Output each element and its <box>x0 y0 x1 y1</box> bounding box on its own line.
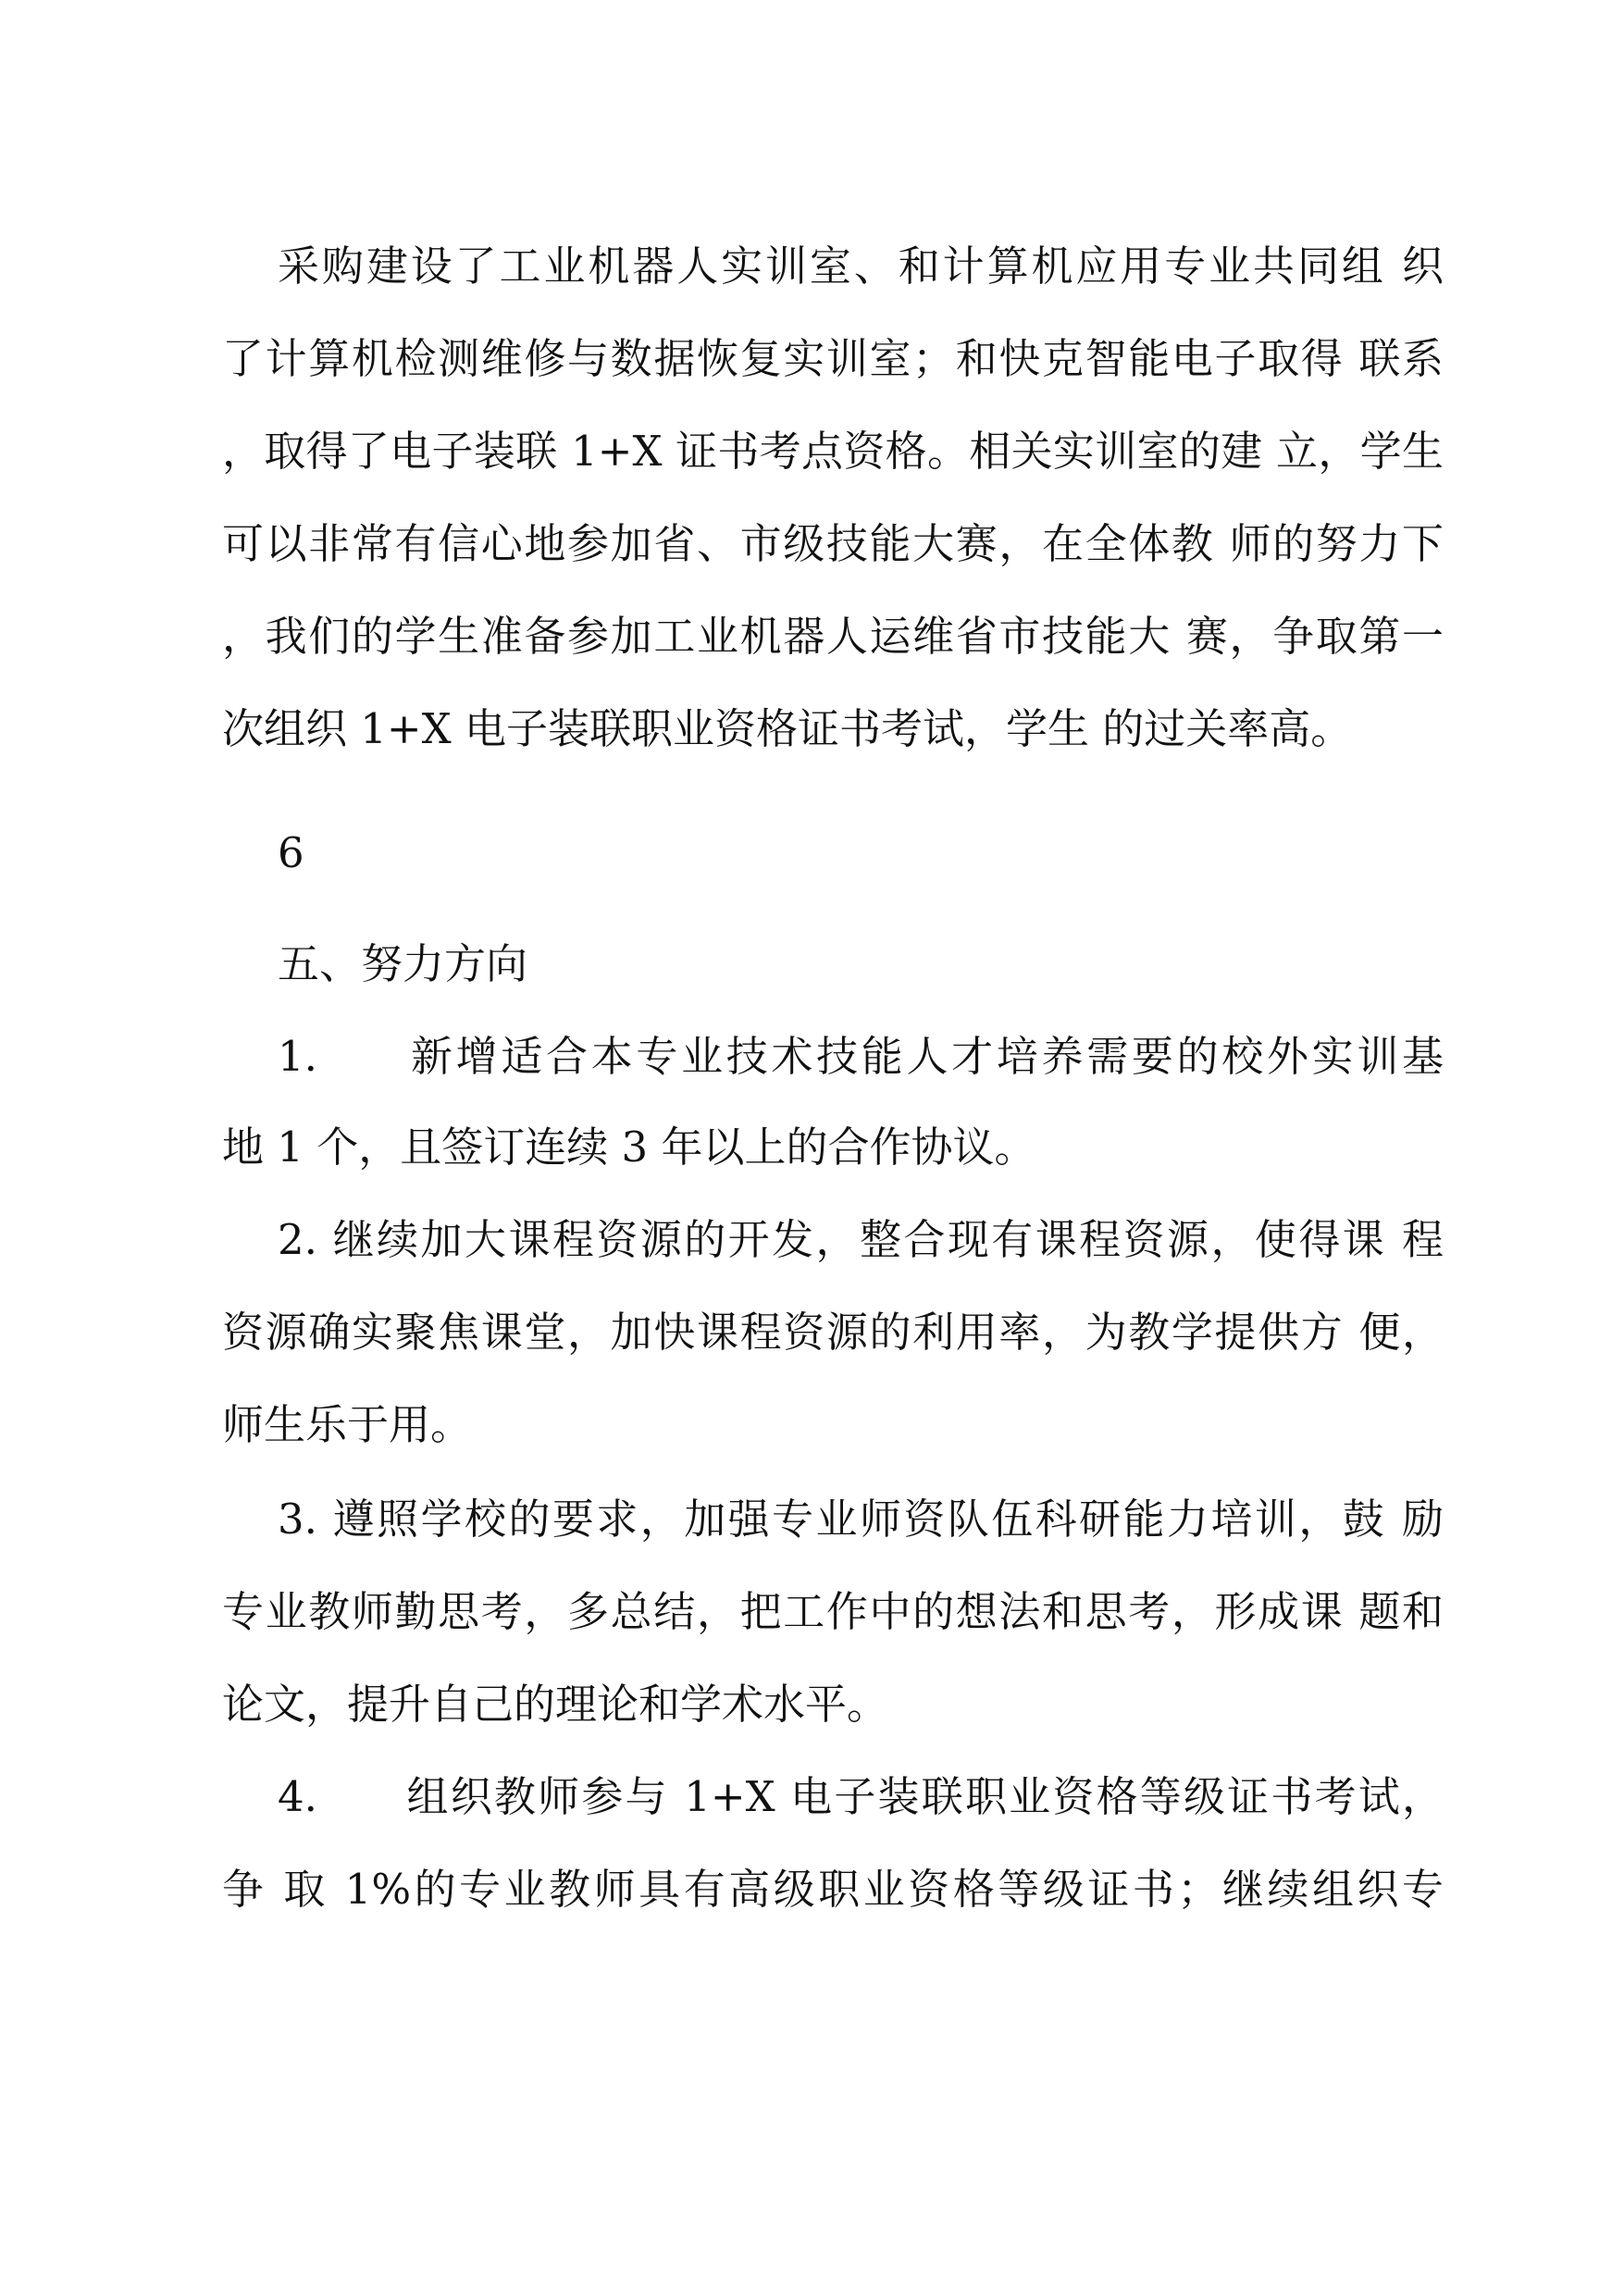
paragraph-1-line-3: ，取得了电子装联 1+X 证书考点资格。相关实训室的建 立，学生 <box>222 427 1444 476</box>
paragraph-1-line-5: ，我们的学生准备参加工业机器人运维省市技能大 赛，争取第一 <box>222 612 1444 661</box>
item-3-line-3: 论文，提升自己的理论和学术水平。 <box>222 1680 889 1729</box>
paragraph-1-line-2: 了计算机检测维修与数据恢复实训室；和快克智能电子取得 联系 <box>222 334 1444 383</box>
item-2-line-2: 资源确实聚焦课堂，加快课程资源的利用率，为教学提供方 便， <box>222 1308 1444 1357</box>
item-2-line-1: 2. 继续加大课程资源的开发，整合现有课程资源，使得课 程 <box>278 1215 1444 1264</box>
item-4-line-2: 争 取 1%的专业教师具有高级职业资格等级证书；继续组织专 <box>222 1865 1444 1914</box>
paragraph-1-line-6: 次组织 1+X 电子装联职业资格证书考试，学生 的过关率高。 <box>222 704 1353 753</box>
paragraph-1-line-1: 采购建设了工业机器人实训室、和计算机应用专业共同组 织 <box>278 242 1444 291</box>
paragraph-1-line-4: 可以非常有信心地参加省、市级技能大赛，在全体教 师的努力下 <box>222 519 1444 568</box>
item-1-line-2: 地 1 个，且签订连续 3 年以上的合作协议。 <box>222 1123 1036 1172</box>
item-3-line-1: 3. 遵照学校的要求，加强专业师资队伍科研能力培训，鼓 励 <box>278 1495 1444 1544</box>
item-2-line-3: 师生乐于用。 <box>222 1400 473 1449</box>
item-3-line-2: 专业教师勤思考，多总结，把工作中的想法和思考，形成课 题和 <box>222 1587 1444 1636</box>
item-4-line-1: 4. 组织教师参与 1+X 电子装联职业资格等级证书考试， <box>278 1772 1444 1821</box>
item-1-line-1: 1. 新增适合本专业技术技能人才培养需要的校外实训基 <box>278 1032 1444 1081</box>
section-heading: 五、努力方向 <box>278 939 528 988</box>
page-number: 6 <box>278 828 304 877</box>
